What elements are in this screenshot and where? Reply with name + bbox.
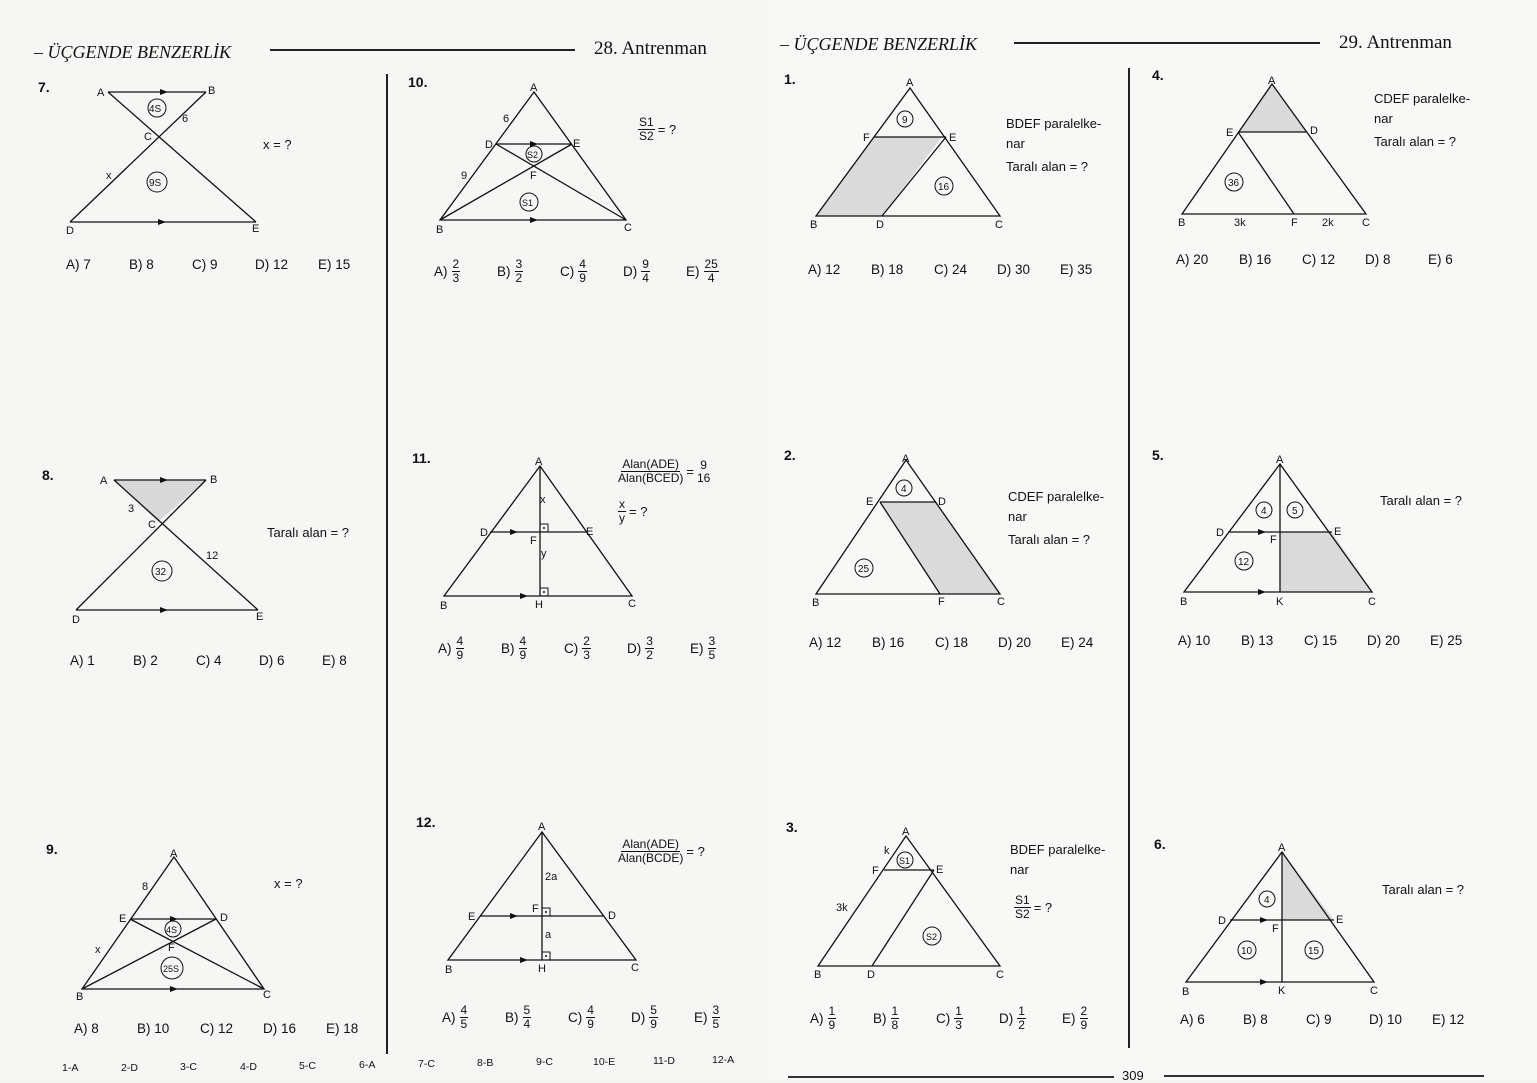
option[interactable]: C) 4	[196, 653, 222, 668]
left-page	[0, 0, 768, 1080]
option[interactable]: B) 2	[133, 653, 158, 668]
question-ask: Taralı alan = ?	[1382, 882, 1465, 897]
label-f: F	[863, 132, 870, 144]
label-a: A	[1268, 75, 1276, 87]
training-number: 29. Antrenman	[1339, 32, 1452, 53]
label-b: B	[210, 474, 218, 486]
label-f: F	[530, 535, 537, 547]
label-2k: 2k	[1322, 217, 1334, 229]
label-b: B	[208, 85, 216, 97]
label-k: k	[884, 845, 890, 857]
label-e: E	[252, 223, 260, 235]
area-4s: 4S	[166, 925, 178, 935]
options-q1	[808, 262, 1100, 277]
answer-item: 5-C	[299, 1060, 316, 1072]
option[interactable]: E) 25	[1430, 633, 1463, 648]
option[interactable]: A) 10	[1178, 633, 1211, 648]
area-10: 10	[1241, 946, 1253, 957]
question-ask: BDEF paralelke- nar Taralı alan = ?	[1006, 116, 1102, 174]
options-q9	[74, 1021, 366, 1036]
label-b: B	[812, 597, 820, 609]
label-x: x	[540, 494, 546, 506]
option[interactable]: D) 20	[1367, 633, 1401, 648]
option[interactable]: D) $\frac{1}{2}$	[999, 1004, 1025, 1032]
option[interactable]: C) 12	[200, 1021, 234, 1036]
option[interactable]: E) 8	[322, 653, 347, 668]
label-eight: 8	[142, 881, 149, 893]
label-c: C	[997, 596, 1005, 608]
label-a: A	[100, 475, 108, 487]
label-a: A	[97, 87, 105, 99]
label-x: x	[95, 944, 101, 956]
label-f: F	[938, 596, 945, 608]
option[interactable]: A) 12	[808, 262, 841, 277]
label-d: D	[867, 969, 875, 981]
figure-q8	[66, 470, 276, 630]
label-k: K	[1276, 596, 1284, 608]
answer-item: 11-D	[653, 1055, 675, 1067]
label-e: E	[586, 526, 594, 538]
option[interactable]: A) 6	[1180, 1012, 1205, 1027]
ask-suffix: = ?	[657, 121, 677, 137]
option[interactable]: E) 6	[1428, 252, 1453, 267]
label-b: B	[814, 969, 822, 981]
question-number: 12.	[416, 814, 436, 830]
area-12: 12	[1238, 557, 1250, 568]
option[interactable]: B) 16	[1239, 252, 1272, 267]
question-number: 3.	[786, 819, 798, 835]
label-c: C	[263, 989, 271, 1001]
label-f: F	[872, 865, 879, 877]
option[interactable]: B) 13	[1241, 633, 1274, 648]
option[interactable]: E) 24	[1061, 635, 1094, 650]
label-f: F	[1272, 923, 1279, 935]
label-e: E	[1334, 526, 1342, 538]
question-number: 11.	[412, 450, 431, 466]
answer-item: 1-A	[62, 1062, 79, 1074]
label-d: D	[1310, 125, 1318, 137]
label-b: B	[436, 224, 444, 236]
label-c: C	[995, 219, 1003, 231]
option[interactable]: A) 8	[74, 1021, 99, 1036]
label-2a: 2a	[545, 871, 558, 883]
label-c: C	[1368, 596, 1376, 608]
label-b: B	[440, 600, 448, 612]
page-number: 309	[1122, 1068, 1144, 1083]
right-page	[768, 0, 1537, 1083]
label-a: A	[1278, 842, 1286, 854]
label-a: A	[906, 77, 914, 89]
column-divider	[1128, 68, 1130, 1048]
section-title: – ÜÇGENDE BENZERLİK	[780, 34, 978, 54]
options-q6	[1180, 1012, 1472, 1027]
area-s1: S1	[899, 856, 911, 866]
label-d: D	[938, 496, 946, 508]
label-y: y	[541, 548, 547, 560]
label-e: E	[936, 864, 944, 876]
option[interactable]: D) 12	[255, 257, 289, 272]
options-q5	[1178, 633, 1470, 648]
question-number: 1.	[784, 71, 796, 87]
label-a: A	[1276, 454, 1284, 466]
option[interactable]: C) $\frac{4}{9}$	[568, 1003, 594, 1031]
label-h: H	[538, 963, 546, 975]
question-ask: CDEF paralelke- nar Taralı alan = ?	[1374, 91, 1471, 149]
label-d: D	[66, 225, 74, 237]
question-number: 6.	[1154, 836, 1166, 852]
area-25s: 25S	[163, 964, 180, 974]
area-s1: S1	[522, 198, 534, 208]
option[interactable]: D) 20	[998, 635, 1032, 650]
area-16: 16	[938, 182, 950, 193]
figure-q9	[70, 845, 280, 1010]
option[interactable]: C) 18	[935, 635, 969, 650]
option[interactable]: E) 12	[1432, 1012, 1465, 1027]
option[interactable]: D) $\frac{9}{4}$	[623, 257, 649, 285]
label-b: B	[76, 991, 84, 1003]
question-ask-ratio: $\frac{\text{Alan(ADE)}}{\text{Alan(BCED)}}$ = 9 16	[618, 457, 711, 485]
header-rule	[1014, 42, 1320, 44]
label-a: A	[902, 826, 910, 838]
area-9: 9	[902, 115, 908, 126]
label-b: B	[1182, 986, 1190, 998]
label-b: B	[1178, 217, 1186, 229]
figure-q2	[810, 450, 1020, 615]
option[interactable]: E) 18	[326, 1021, 359, 1036]
question-number: 9.	[46, 841, 58, 857]
footer-rule	[788, 1076, 1114, 1078]
area-4s: 4S	[149, 104, 162, 115]
option[interactable]: D) $\frac{3}{2}$	[627, 634, 653, 662]
label-f: F	[532, 903, 539, 915]
figure-q4	[1176, 72, 1386, 237]
option[interactable]: A) $\frac{4}{5}$	[442, 1003, 468, 1031]
answer-item: 2-D	[121, 1062, 138, 1074]
answer-item: 10-E	[593, 1056, 616, 1068]
label-e: E	[256, 611, 264, 623]
option[interactable]: C) 9	[1306, 1012, 1332, 1027]
option[interactable]: B) $\frac{4}{9}$	[501, 634, 527, 662]
label-a: A	[535, 456, 543, 468]
figure-q10	[430, 78, 640, 238]
label-b: B	[445, 964, 453, 976]
label-e: E	[1336, 914, 1344, 926]
label-twelve: 12	[206, 550, 219, 562]
ask-num: S1	[639, 115, 654, 129]
question-number: 4.	[1152, 67, 1164, 83]
option[interactable]: B) $\frac{3}{2}$	[497, 257, 523, 285]
label-b: B	[810, 219, 818, 231]
option[interactable]: D) 30	[997, 262, 1031, 277]
option[interactable]: C) $\frac{4}{9}$	[560, 257, 586, 285]
option[interactable]: E) 15	[318, 257, 351, 272]
figure-q5	[1178, 452, 1388, 617]
column-divider	[386, 74, 388, 1054]
label-e: E	[573, 138, 581, 150]
answer-item: 7-C	[418, 1058, 435, 1070]
figure-q1	[808, 74, 1018, 234]
area-9s: 9S	[149, 178, 162, 189]
label-six: 6	[182, 113, 189, 125]
question-ask: BDEF paralelke- nar	[1010, 842, 1106, 877]
area-s2: S2	[926, 932, 938, 942]
answer-item: 9-C	[536, 1056, 553, 1068]
label-3k: 3k	[836, 902, 848, 914]
label-e: E	[949, 132, 957, 144]
option[interactable]: C) $\frac{1}{3}$	[936, 1004, 962, 1032]
question-ask	[638, 116, 676, 143]
label-a: A	[902, 453, 910, 465]
label-a-len: a	[545, 929, 552, 941]
label-d: D	[480, 527, 488, 539]
label-c: C	[144, 131, 152, 143]
label-c: C	[628, 598, 636, 610]
label-a: A	[538, 821, 546, 833]
area-15: 15	[1308, 946, 1320, 957]
option[interactable]: E) $\frac{25}{4}$	[686, 257, 718, 285]
answer-item: 6-A	[359, 1059, 376, 1071]
option[interactable]: E) $\frac{3}{5}$	[690, 634, 716, 662]
option[interactable]: B) 16	[872, 635, 905, 650]
label-a: A	[530, 82, 538, 94]
answer-item: 8-B	[477, 1057, 494, 1069]
question-ask: $\frac{x}{y}$ = ?	[619, 497, 648, 525]
answer-item: 3-C	[180, 1061, 197, 1073]
option[interactable]: B) 8	[1243, 1012, 1268, 1027]
question-number: 2.	[784, 447, 796, 463]
option[interactable]: A) 12	[809, 635, 842, 650]
option[interactable]: D) 6	[259, 653, 285, 668]
question-ask: x = ?	[274, 876, 303, 891]
training-number: 28. Antrenman	[594, 38, 707, 59]
label-e: E	[468, 911, 476, 923]
label-d: D	[876, 219, 884, 231]
label-nine: 9	[461, 170, 468, 182]
area-32: 32	[155, 567, 167, 578]
option[interactable]: A) 7	[66, 257, 91, 272]
option[interactable]: D) 16	[263, 1021, 297, 1036]
option[interactable]: D) 8	[1365, 252, 1391, 267]
option[interactable]: A) $\frac{1}{9}$	[810, 1004, 836, 1032]
label-three: 3	[128, 503, 135, 515]
options-q7	[66, 257, 358, 272]
question-ask: x = ?	[263, 137, 292, 152]
label-f: F	[530, 170, 537, 182]
area-4: 4	[1261, 506, 1267, 517]
option[interactable]: E) 35	[1060, 262, 1093, 277]
option[interactable]: B) 10	[137, 1021, 170, 1036]
label-e: E	[1226, 127, 1234, 139]
area-25: 25	[858, 564, 870, 575]
label-b: B	[1180, 596, 1188, 608]
figure-q11	[436, 454, 646, 619]
options-q4	[1176, 252, 1468, 267]
label-six: 6	[503, 113, 510, 125]
option[interactable]: A) 20	[1176, 252, 1209, 267]
label-c: C	[996, 969, 1004, 981]
question-ask-ratio: $\frac{S1}{S2}$ = ?	[1015, 893, 1053, 921]
label-c: C	[1370, 985, 1378, 997]
option[interactable]: E) $\frac{3}{5}$	[694, 1003, 720, 1031]
question-number: 7.	[38, 79, 50, 95]
label-a: A	[170, 848, 178, 860]
option[interactable]: C) 15	[1304, 633, 1338, 648]
label-c: C	[631, 962, 639, 974]
label-d: D	[485, 139, 493, 151]
option[interactable]: A) 1	[70, 653, 95, 668]
option[interactable]: D) 10	[1369, 1012, 1403, 1027]
question-ask: Taralı alan = ?	[1380, 493, 1463, 508]
label-d: D	[72, 614, 80, 626]
question-ask: CDEF paralelke- nar Taralı alan = ?	[1008, 489, 1105, 547]
option[interactable]: C) 24	[934, 262, 968, 277]
label-c: C	[1362, 217, 1370, 229]
option[interactable]: C) $\frac{2}{3}$	[564, 634, 590, 662]
label-e: E	[866, 496, 874, 508]
label-d: D	[608, 910, 616, 922]
label-e: E	[119, 913, 127, 925]
question-number: 10.	[408, 74, 428, 90]
options-q8	[70, 653, 362, 668]
answer-item: 4-D	[240, 1061, 257, 1073]
area-s2: S2	[527, 150, 539, 160]
label-3k: 3k	[1234, 217, 1246, 229]
label-k: K	[1278, 985, 1286, 997]
answer-item: 12-A	[712, 1054, 735, 1066]
question-ask: Taralı alan = ?	[267, 525, 350, 540]
area-5: 5	[1292, 506, 1298, 517]
area-4: 4	[901, 484, 907, 495]
figure-q3	[812, 822, 1022, 987]
section-title: – ÜÇGENDE BENZERLİK	[34, 42, 232, 62]
option[interactable]: C) 12	[1302, 252, 1336, 267]
figure-q7	[60, 80, 280, 240]
option[interactable]: B) $\frac{1}{8}$	[873, 1004, 899, 1032]
question-ask: $\frac{\text{Alan(ADE)}}{\text{Alan(BCDE)}}$ = ?	[618, 837, 705, 865]
option[interactable]: B) 18	[871, 262, 904, 277]
option[interactable]: D) $\frac{5}{9}$	[631, 1003, 657, 1031]
label-x: x	[106, 170, 112, 182]
option[interactable]: E) $\frac{2}{9}$	[1062, 1004, 1088, 1032]
option[interactable]: B) 8	[129, 257, 154, 272]
label-c: C	[624, 222, 632, 234]
header-rule	[270, 49, 575, 51]
label-c: C	[148, 519, 156, 531]
figure-q6	[1180, 840, 1390, 1005]
option[interactable]: C) 9	[192, 257, 218, 272]
question-number: 5.	[1152, 447, 1164, 463]
footer-rule	[1164, 1075, 1484, 1077]
label-d: D	[1218, 915, 1226, 927]
question-number: 8.	[42, 467, 54, 483]
option[interactable]: A) $\frac{4}{9}$	[438, 634, 464, 662]
label-d: D	[220, 912, 228, 924]
ask-den: S2	[639, 129, 654, 143]
label-f: F	[1270, 534, 1277, 546]
option[interactable]: B) $\frac{5}{4}$	[505, 1003, 531, 1031]
label-h: H	[535, 599, 543, 611]
area-36: 36	[1228, 178, 1240, 189]
label-f: F	[1291, 217, 1298, 229]
label-f: F	[168, 942, 175, 954]
options-q2	[809, 635, 1101, 650]
label-d: D	[1216, 527, 1224, 539]
area-4: 4	[1264, 895, 1270, 906]
option[interactable]: A) $\frac{2}{3}$	[434, 257, 460, 285]
